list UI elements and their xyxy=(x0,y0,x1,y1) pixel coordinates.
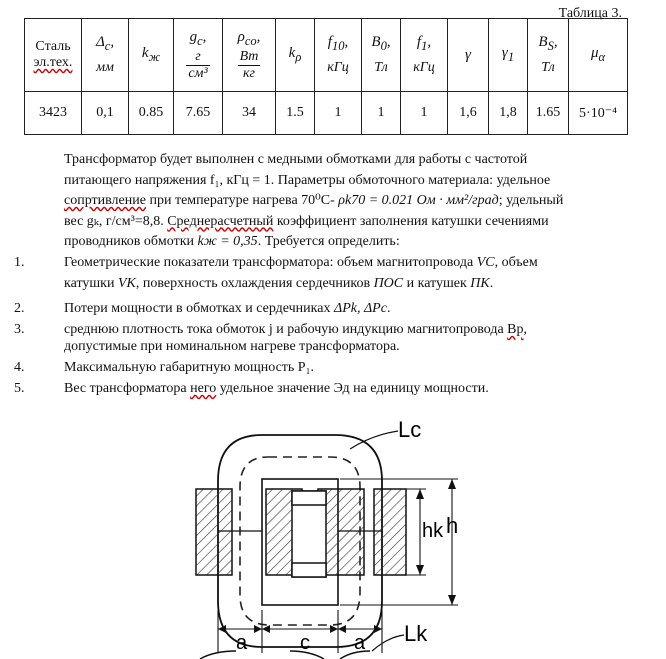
task-number: 3. xyxy=(14,322,25,337)
header-pco: $\rho_{co}$, $\frac{Вт}{кг}$ xyxy=(223,19,276,92)
task-item xyxy=(14,254,614,296)
task-text: допустимые при номинальном нагреве трансформатора. xyxy=(64,339,400,354)
value-steel: 3423 xyxy=(25,92,82,135)
task-number: 5. xyxy=(14,381,25,396)
task-number: 2. xyxy=(14,301,25,316)
fill-factor-formula: kж = 0,35 xyxy=(197,234,258,249)
header-krho-sym: k xyxy=(288,45,296,61)
parameters-table xyxy=(24,18,628,135)
coil-right-outer xyxy=(374,489,406,575)
table-value-row xyxy=(25,92,628,135)
header-mu xyxy=(569,19,628,92)
para-coil: проводников обмотки xyxy=(64,234,198,249)
task-text: катушки xyxy=(64,276,118,291)
para-line-5-end: . Требуется определить: xyxy=(257,234,400,249)
task-item xyxy=(14,321,614,355)
para-line-2: питающего напряжения f₁, кГц = 1. Параметры обмоточного материала: удельное xyxy=(64,172,551,188)
task-text: удельное значение Эд на единицу мощности. xyxy=(216,381,489,396)
para-line-3-end: ; удельный xyxy=(498,193,564,208)
header-Bs-sym: B xyxy=(538,34,548,50)
task-symbol: ΔPk, ΔPc xyxy=(333,301,387,316)
header-steel-line2: эл.тех. xyxy=(33,55,73,70)
task-text: . xyxy=(386,301,391,316)
value-B0: 1 xyxy=(362,92,401,135)
value-pco: 34 xyxy=(223,92,276,135)
task-number: 4. xyxy=(14,360,25,375)
task-text: и катушек xyxy=(403,276,471,291)
table-header-row xyxy=(25,19,628,92)
task-item xyxy=(14,380,614,397)
header-gc: $g_c$, $\frac{г}{\text{см³}}$ xyxy=(174,19,223,92)
value-krho: 1.5 xyxy=(276,92,315,135)
header-f1-sub: 1 xyxy=(421,39,428,53)
label-Lc: Lc xyxy=(398,417,422,442)
header-delta: $\Delta_с$, мм xyxy=(82,19,129,92)
para-weight: вес gₖ, г/см³=8,8. xyxy=(64,213,168,229)
task-text: Максимальную габаритную мощность P₁. xyxy=(64,360,314,375)
para-line-4 xyxy=(64,212,624,233)
task-text: Геометрические показатели трансформатора: объем магнитопровода xyxy=(64,255,477,270)
task-item xyxy=(14,359,614,376)
para-line-3 xyxy=(64,191,624,212)
header-Bs: $B_S$, Тл xyxy=(528,19,569,92)
table-caption: Таблица 3. xyxy=(558,6,622,21)
header-gamma1-sym: γ xyxy=(501,45,508,61)
value-gc: 7.65 xyxy=(174,92,223,135)
header-f10-unit: кГц xyxy=(327,60,349,75)
header-gc-sym: g xyxy=(189,28,198,45)
task-symbol: VC xyxy=(476,255,495,270)
header-pco-sub: co xyxy=(244,33,257,48)
task-text: . xyxy=(489,276,494,291)
header-gc-unit: $\frac{г}{\text{см³}}$ xyxy=(188,48,208,81)
header-Bs-sub: S xyxy=(547,39,554,53)
header-f1-sym: f xyxy=(416,34,422,50)
header-steel-line1: Сталь xyxy=(35,39,71,54)
header-delta-sub: с xyxy=(104,39,111,53)
task-misspelled-word: него xyxy=(190,381,217,396)
label-a-right: a xyxy=(354,632,366,654)
header-f10: $f_{10}$, кГц xyxy=(315,19,362,92)
header-krho-sub: ρ xyxy=(295,50,302,64)
task-text: , объем xyxy=(494,255,538,270)
task-item xyxy=(14,300,614,317)
header-pco-unit: $\frac{Вт}{кг}$ xyxy=(239,48,259,81)
para-avg-word: Среднерасчетный xyxy=(167,213,274,229)
header-gc-sub: c xyxy=(197,33,203,48)
header-gamma xyxy=(448,19,489,92)
value-mu: 5·10⁻⁴ xyxy=(569,92,628,135)
header-Bs-unit: Тл xyxy=(541,60,555,75)
label-Lk: Lk xyxy=(404,621,428,646)
value-gamma: 1,6 xyxy=(448,92,489,135)
value-gamma1: 1,8 xyxy=(489,92,528,135)
para-line-1: Трансформатор будет выполнен с медными обмотками для работы с частотой xyxy=(64,152,528,167)
task-symbol: ПK xyxy=(470,276,490,291)
value-f10: 1 xyxy=(315,92,362,135)
header-kzh-sub: ж xyxy=(148,50,161,64)
value-f1: 1 xyxy=(401,92,448,135)
task-text: , поверхность охлаждения сердечников xyxy=(135,276,374,291)
coil-left-outer xyxy=(196,489,232,575)
task-text: среднюю плотность тока обмоток j и рабочую индукцию магнитопровода xyxy=(64,322,508,337)
value-Bs: 1.65 xyxy=(528,92,569,135)
task-symbol: Bp xyxy=(507,322,524,337)
header-B0-sym: B xyxy=(371,34,381,50)
header-B0-unit: Тл xyxy=(374,60,388,75)
para-line-5 xyxy=(64,232,624,253)
header-steel xyxy=(25,19,82,92)
task-text: , xyxy=(523,322,528,337)
header-mu-sub: α xyxy=(598,50,606,64)
task-symbol: VK xyxy=(117,276,136,291)
header-f1-unit: кГц xyxy=(413,60,435,75)
resistivity-formula: ρk70 = 0.021 Ом · мм²/град xyxy=(338,193,499,208)
header-gamma1 xyxy=(489,19,528,92)
task-text: Вес трансформатора xyxy=(64,381,191,396)
header-B0: $B_0$, Тл xyxy=(362,19,401,92)
task-symbol: ПОС xyxy=(373,276,404,291)
label-hk: hk xyxy=(422,520,444,542)
value-delta: 0,1 xyxy=(82,92,129,135)
header-gamma-sym: γ xyxy=(465,46,471,63)
transformer-core-diagram xyxy=(0,405,666,659)
para-misspelled-word: сопртивление xyxy=(64,193,146,208)
task-list xyxy=(14,254,614,401)
label-c: c xyxy=(300,632,310,654)
header-gamma1-sub: 1 xyxy=(507,50,515,64)
header-delta-sym: Δ xyxy=(95,34,105,50)
value-kzh: 0.85 xyxy=(129,92,174,135)
header-f1: $f_1$, кГц xyxy=(401,19,448,92)
problem-statement xyxy=(64,150,624,253)
para-temp: при температуре нагрева 70⁰С- xyxy=(145,193,339,208)
header-pco-sym: ρ xyxy=(237,28,245,45)
header-kzh-sym: k xyxy=(141,45,149,61)
label-h: h xyxy=(446,513,459,538)
label-a-left: a xyxy=(236,632,248,654)
header-mu-sym: μ xyxy=(590,45,599,61)
header-f10-sub: 10 xyxy=(331,39,345,53)
para-line-4-end: коэффициент заполнения катушки сечениями xyxy=(273,213,549,229)
task-number: 1. xyxy=(14,255,25,270)
task-text: Потери мощности в обмотках и сердечниках xyxy=(64,301,334,316)
header-kzh xyxy=(129,19,174,92)
header-f10-sym: f xyxy=(327,34,332,50)
header-krho xyxy=(276,19,315,92)
header-delta-unit: мм xyxy=(96,60,114,75)
header-B0-sub: 0 xyxy=(380,39,387,53)
